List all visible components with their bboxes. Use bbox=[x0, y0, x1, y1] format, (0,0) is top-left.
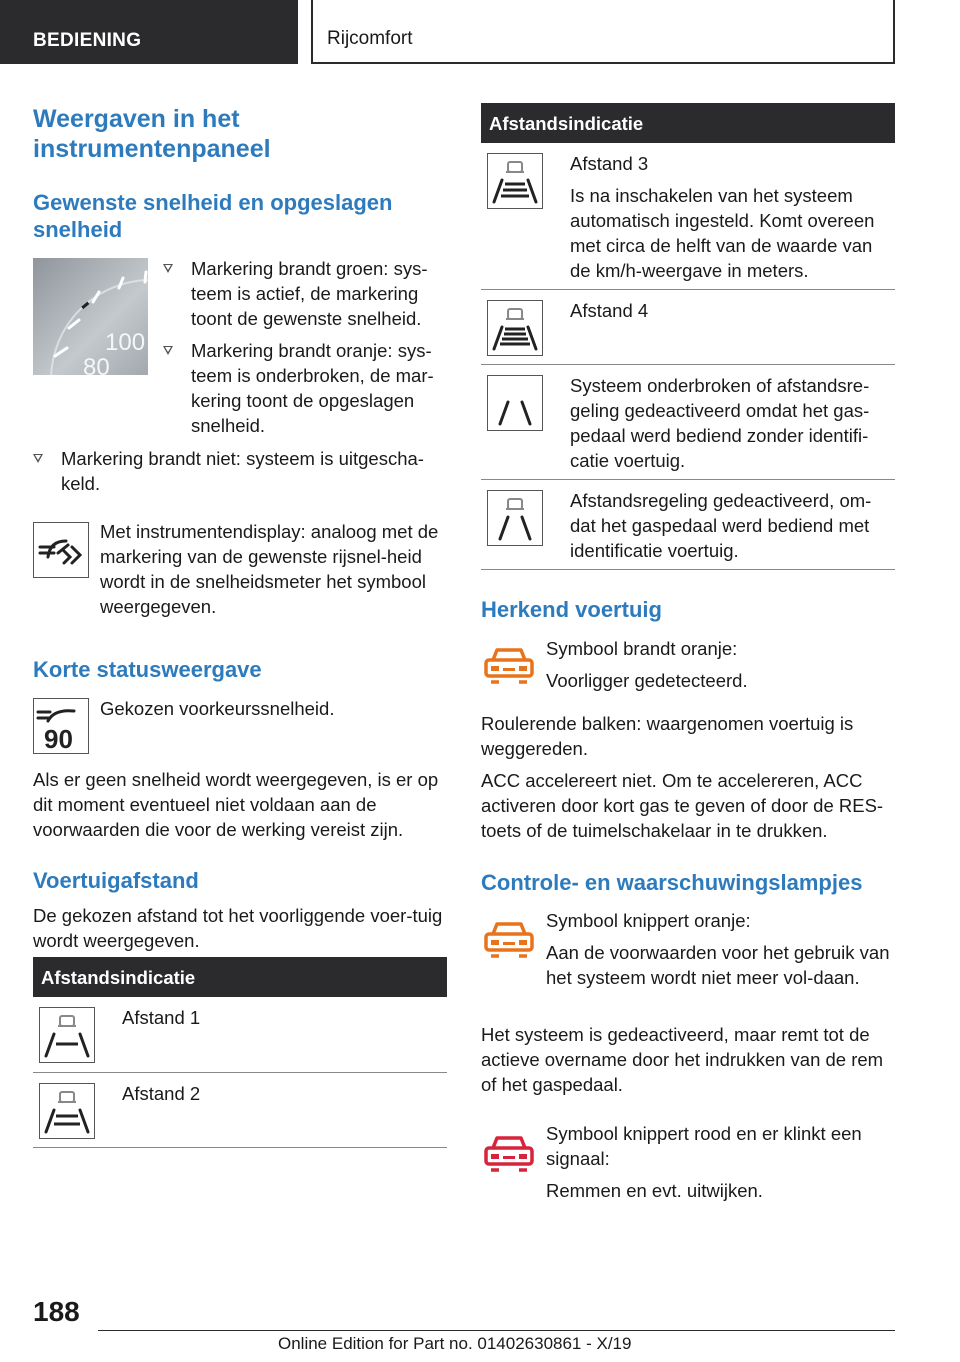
table-cell bbox=[570, 151, 890, 283]
list-item: Markering brandt groen: sys-teem is actief, de markering toont de gewenste snelheid. bbox=[163, 256, 453, 331]
status-note: Als er geen snelheid wordt weergegeven, is er op dit moment eventueel niet voldaan aan de voorwaarden die voor de werking vereist zijn. bbox=[33, 769, 439, 840]
lamp1-line-2: Aan de voorwaarden voor het gebruik van het systeem wordt niet meer vol-daan. bbox=[546, 942, 890, 988]
table-row bbox=[481, 480, 895, 570]
distance-bars-icon bbox=[487, 300, 543, 356]
vehicle-line-1: Symbool brandt oranje: bbox=[546, 638, 738, 659]
list-item: Markering brandt oranje: sys-teem is onderbroken, de mar-kering toont de opgeslagen snelheid. bbox=[163, 338, 453, 438]
gauge-label-80: 80 bbox=[83, 354, 110, 375]
status-text: Gekozen voorkeurssnelheid. bbox=[100, 698, 335, 719]
distance-table-header: Afstandsindicatie bbox=[481, 103, 895, 143]
list-item: Markering brandt niet: systeem is uitgescha-keld. bbox=[33, 446, 447, 496]
car-front-icon bbox=[483, 1134, 535, 1179]
distance-bars-icon bbox=[39, 1007, 95, 1063]
acc-text: ACC accelereert niet. Om te accelereren, ACC activeren door kort gas te geven of door de RES-toets of de tuimelschakelaar in te drukken. bbox=[481, 770, 884, 841]
chapter-tab: Rijcomfort bbox=[311, 0, 895, 64]
vehicle-line-2: Voorligger gedetecteerd. bbox=[546, 670, 748, 691]
table-cell: Afstand 1 bbox=[122, 1007, 201, 1028]
heading-status: Korte statusweergave bbox=[33, 657, 262, 682]
row-title: Afstand 3 bbox=[570, 153, 649, 174]
distance-text: De gekozen afstand tot het voorliggende voer-tuig wordt weergegeven. bbox=[33, 905, 443, 951]
table-cell: Afstandsregeling gedeactiveerd, om-dat het gaspedaal werd bediend met identificatie voertuig. bbox=[570, 490, 872, 561]
lane-lines-icon bbox=[487, 490, 543, 546]
section-tab: BEDIENING bbox=[0, 0, 298, 64]
table-cell: Afstand 2 bbox=[122, 1083, 201, 1104]
display-note: Met instrumentendisplay: analoog met de markering van de gewenste rijsnel-heid wordt in de snelheidsmeter het symbool weergegeven. bbox=[100, 521, 439, 617]
lamp2-line-1: Symbool knippert rood en er klinkt een signaal: bbox=[546, 1123, 862, 1169]
lamp-deactivated-text: Het systeem is gedeactiveerd, maar remt tot de actieve overname door het indrukken van de rem of het gaspedaal. bbox=[481, 1024, 884, 1095]
gauge-label-100: 100 bbox=[105, 329, 146, 356]
rolling-text: Roulerende balken: waargenomen voertuig is weggereden. bbox=[481, 713, 854, 759]
table-cell: Afstand 4 bbox=[570, 300, 649, 321]
table-row bbox=[481, 365, 895, 480]
footer-divider bbox=[98, 1330, 895, 1331]
lamp2-line-2: Remmen en evt. uitwijken. bbox=[546, 1180, 763, 1201]
page-number: 188 bbox=[33, 1296, 80, 1327]
table-row bbox=[33, 997, 447, 1073]
lamp1-line-1: Symbool knippert oranje: bbox=[546, 910, 751, 931]
distance-table-header: Afstandsindicatie bbox=[33, 957, 447, 997]
car-front-icon bbox=[483, 646, 535, 691]
speed-display-icon bbox=[33, 698, 89, 754]
footer-edition: Online Edition for Part no. 01402630861 - X/19 bbox=[278, 1334, 632, 1353]
heading-lamps: Controle- en waarschuwingslampjes bbox=[481, 870, 863, 895]
heading-distance: Voertuigafstand bbox=[33, 868, 199, 893]
table-row bbox=[33, 1073, 447, 1148]
heading-vehicle: Herkend voertuig bbox=[481, 597, 662, 622]
lane-lines-icon bbox=[487, 375, 543, 431]
table-row bbox=[481, 143, 895, 290]
distance-bars-icon bbox=[487, 153, 543, 209]
row-text: Is na inschakelen van het systeem automatisch ingesteld. Komt overeen met circa de helft van de waarde van de km/h-weergave in meters. bbox=[570, 185, 875, 281]
page-heading: Weergaven in het instrumentenpaneel bbox=[33, 105, 271, 163]
heading-speed: Gewenste snelheid en opgeslagen snelheid bbox=[33, 190, 393, 242]
speedometer-image bbox=[33, 258, 148, 375]
table-cell: Systeem onderbroken of afstandsre-geling gedeactiveerd omdat het gas-pedaal werd bediend zonder identifi-catie voertuig. bbox=[570, 375, 870, 471]
table-row bbox=[481, 290, 895, 365]
distance-bars-icon bbox=[39, 1083, 95, 1139]
svg-text:90: 90 bbox=[44, 724, 73, 753]
